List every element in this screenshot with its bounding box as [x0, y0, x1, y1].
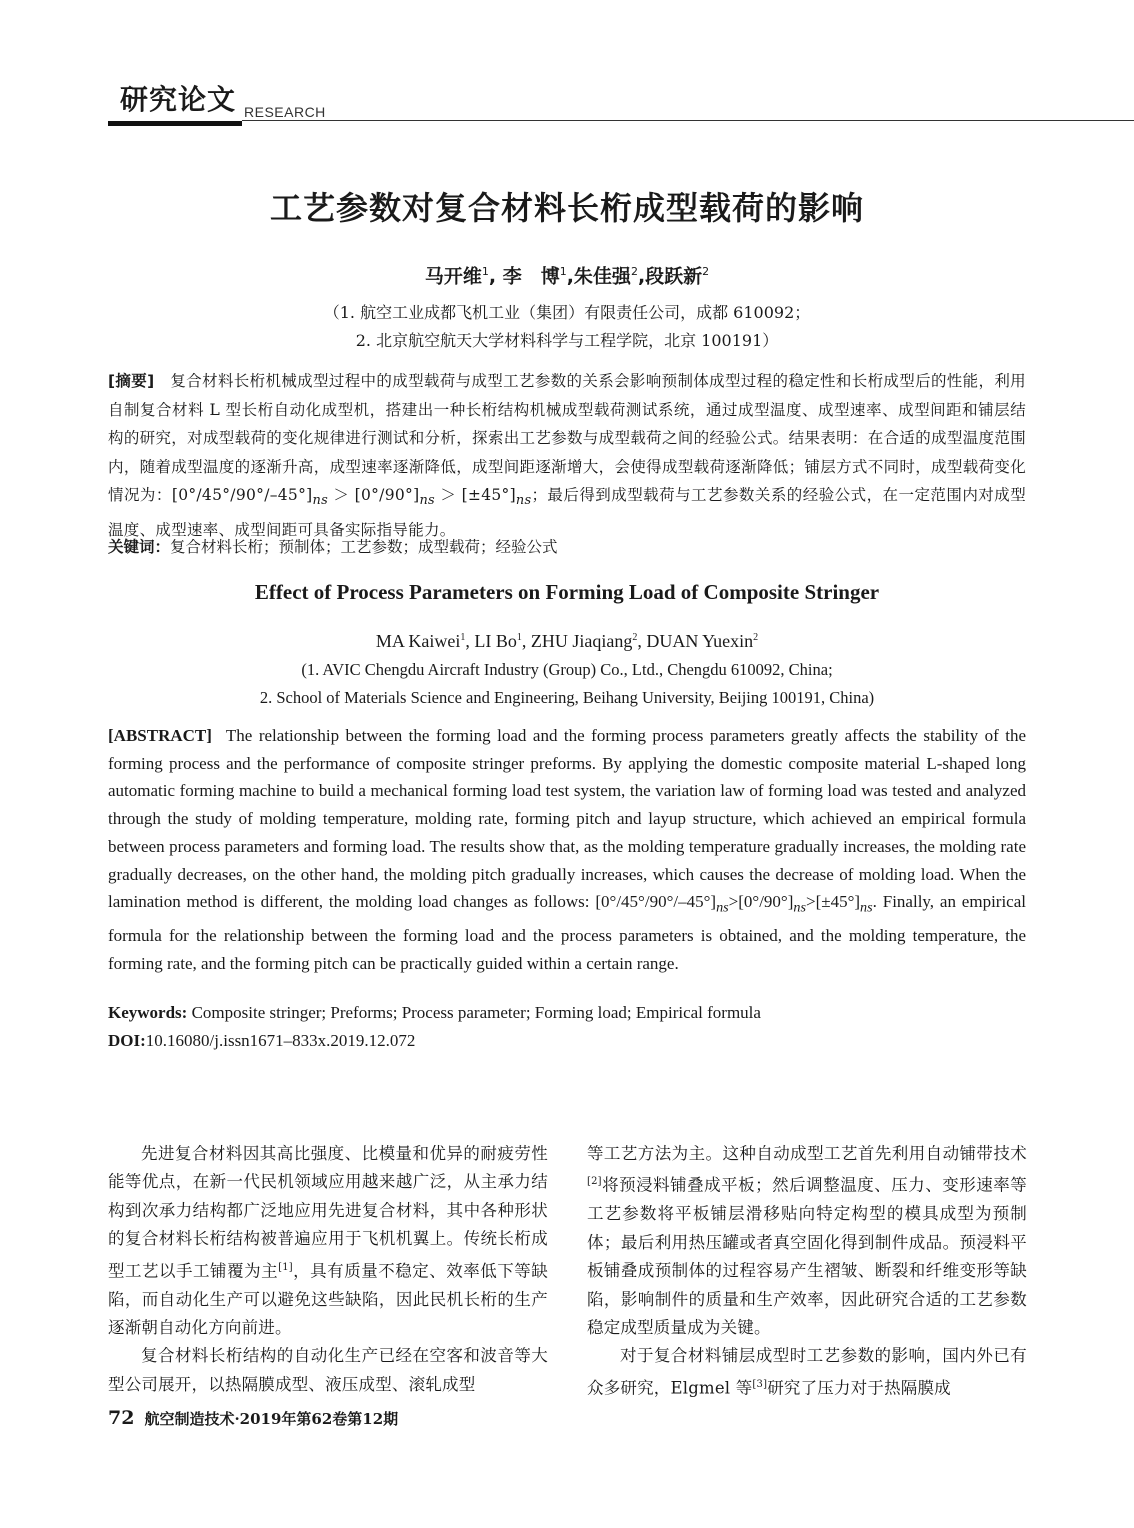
- body-column-left: [108, 1140, 548, 1399]
- body-text: ，具有质量不稳定、效率低下等缺陷，而自动化生产可以避免这些缺陷，因此民机长桁的生产逐渐朝自动化方向前进。: [108, 1261, 548, 1337]
- abstract-label: [摘要]: [108, 372, 155, 390]
- abstract-text-tail: ；最后得到成型载荷与工艺参数关系的经验公式，在一定范围内对成型温度、成型速率、成型间距可具备实际指导能力。: [108, 486, 1026, 539]
- body-paragraph: [108, 1342, 548, 1399]
- header-rule-thick: [108, 121, 242, 126]
- body-column-right: [587, 1140, 1027, 1403]
- formula-layup: [±45°]: [461, 486, 516, 504]
- formula-subscript: ns: [716, 899, 729, 916]
- affiliation: （1. 航空工业成都飞机工业（集团）有限责任公司，成都 610092；: [323, 303, 811, 322]
- formula-subscript: ns: [515, 493, 532, 509]
- header-rule: [242, 120, 1134, 121]
- citation: [3]: [752, 1378, 768, 1390]
- author-name: LI Bo: [474, 631, 517, 651]
- author-affil-mark: 2: [630, 265, 638, 278]
- formula-layup: [±45°]: [815, 892, 861, 912]
- formula-gt: ＞: [328, 486, 355, 504]
- body-paragraph: [587, 1342, 1027, 1402]
- formula-subscript: ns: [312, 493, 329, 509]
- affiliation-en: 2. School of Materials Science and Engineering, Beihang University, Beijing 100191, China): [259, 688, 875, 707]
- body-paragraph: [108, 1140, 548, 1342]
- author-name: 段跃新: [645, 265, 703, 288]
- body-text: 对于复合材料铺层成型时工艺参数的影响，国内外已有众多研究，Elgmel 等: [587, 1346, 1027, 1398]
- body-text: 先进复合材料因其高比强度、比模量和优异的耐疲劳性能等优点，在新一代民机领域应用越来越广泛，从主承力结构到次承力结构都广泛地应用先进复合材料，其中各种形状的复合材料长桁结构被普遍应用于飞机机翼上。传统长桁成型工艺以手工铺覆为主: [108, 1144, 548, 1281]
- author-affil-mark: 2: [753, 632, 759, 643]
- abstract-text-en-tail: . Finally, an empirical formula for the relationship between the forming load and the process parameters is obtained, and the molding temperature, the forming rate, and the forming pitch can be practically guided within a certain range.: [108, 892, 1026, 974]
- abstract-label-en: [ABSTRACT]: [108, 726, 212, 745]
- formula-layup: [0°/45°/90°/–45°]: [595, 892, 717, 912]
- keywords-zh: [108, 534, 1026, 560]
- body-paragraph: [587, 1140, 1027, 1342]
- page-footer: [108, 1406, 398, 1431]
- page-number: 72: [108, 1407, 135, 1429]
- paper-title: 工艺参数对复合材料长桁成型载荷的影响: [269, 189, 864, 227]
- keywords-text: 复合材料长桁；预制体；工艺参数；成型载荷；经验公式: [170, 538, 558, 556]
- formula-gt: ＞: [434, 486, 462, 504]
- body-text: 复合材料长桁结构的自动化生产已经在空客和波音等大型公司展开，以热隔膜成型、液压成型、滚轧成型: [108, 1346, 548, 1394]
- author-affil-mark: 1: [481, 265, 489, 278]
- body-text: 等工艺方法为主。这种自动成型工艺首先利用自动铺带技术: [587, 1144, 1027, 1163]
- author-affil-mark: 2: [632, 632, 638, 643]
- formula-subscript: ns: [860, 899, 873, 916]
- keywords-text-en: Composite stringer; Preforms; Process parameter; Forming load; Empirical formula: [191, 1003, 761, 1022]
- abstract-text: 复合材料长桁机械成型过程中的成型载荷与成型工艺参数的关系会影响预制体成型过程的稳定性和长桁成型后的性能，利用自制复合材料 L 型长桁自动化成型机，搭建出一种长桁结构机械成型载荷测试系统，通过成型温度、成型速率、成型间距和铺层结构的研究，对成型载荷的变化规律进行测试和分析，探索出工艺参数与成型载荷之间的经验公式。结果表明：在合适的成型温度范围内，随着成型温度的逐渐升高，成型速率逐渐降低，成型间距逐渐增大，会使得成型载荷逐渐降低；铺层方式不同时，成型载荷变化情况为：: [108, 372, 1026, 504]
- section-label-en: RESEARCH: [244, 104, 326, 120]
- author-name: 朱佳强: [573, 265, 631, 288]
- formula-subscript: ns: [419, 493, 435, 509]
- paper-title-en: Effect of Process Parameters on Forming Load of Composite Stringer: [254, 580, 880, 604]
- author-list-en: MA Kaiwei$^1$, LI Bo$^1$, ZHU Jiaqiang$^2$, DUAN Yuexin$^2$: [375, 631, 759, 651]
- author-list: 马开维$^1$, 李 博$^1$,朱佳强$^2$,段跃新$^2$: [424, 265, 710, 288]
- abstract-en: [108, 722, 1026, 978]
- formula-gt: >: [728, 892, 739, 912]
- body-text: 研究了压力对于热隔膜成: [767, 1378, 951, 1398]
- keywords-label-en: Keywords:: [108, 1003, 188, 1022]
- section-label: 研究论文: [120, 83, 237, 116]
- author-name: DUAN Yuexin: [646, 631, 754, 651]
- formula-layup: [0°/45°/90°/–45°]: [171, 486, 313, 504]
- abstract-zh: [108, 367, 1026, 544]
- author-name: ZHU Jiaqiang: [530, 631, 633, 651]
- keywords-en: [108, 1000, 1026, 1026]
- affiliation: 2. 北京航空航天大学材料科学与工程学院，北京 100191）: [355, 331, 779, 350]
- body-text: 将预浸料铺叠成平板；然后调整温度、压力、变形速率等工艺参数将平板铺层滑移贴向特定构型的模具成型为预制体；最后利用热压罐或者真空固化得到制件成品。预浸料平板铺叠成预制体的过程容易产生褶皱、断裂和纤维变形等缺陷，影响制件的质量和生产效率，因此研究合适的工艺参数稳定成型质量成为关键。: [587, 1175, 1027, 1337]
- author-name: MA Kaiwei: [375, 631, 461, 651]
- affiliation-en: (1. AVIC Chengdu Aircraft Industry (Group) Co., Ltd., Chengdu 610092, China;: [301, 660, 833, 679]
- author-name: 李 博: [502, 265, 560, 288]
- formula-gt: >: [806, 892, 816, 912]
- keywords-label: 关键词：: [108, 538, 171, 556]
- formula-layup: [0°/90°]: [354, 486, 420, 504]
- author-name: 马开维: [424, 265, 482, 288]
- abstract-text-en: The relationship between the forming load and the forming process parameters greatly affects the stability of the forming process and the performance of composite stringer preforms. By applying the domestic composite material L-shaped long automatic forming machine to build a mechanical forming load test system, the variation law of forming load was tested and analyzed through the study of molding temperature, molding rate, forming pitch and layup structure, which achieved an empirical formula between process parameters and forming load. The results show that, as the molding temperature gradually increases, the molding rate gradually decreases, on the other hand, the molding pitch gradually increases, which causes the decrease of molding load. When the lamination method is different, the molding load changes as follows:: [108, 726, 1026, 912]
- formula-layup: [0°/90°]: [738, 892, 794, 912]
- doi-value: 10.16080/j.issn1671–833x.2019.12.072: [145, 1031, 416, 1050]
- author-affil-mark: 1: [516, 632, 522, 643]
- author-affil-mark: 1: [559, 265, 567, 278]
- doi: [108, 1028, 1026, 1054]
- author-affil-mark: 1: [460, 632, 466, 643]
- author-affil-mark: 2: [702, 265, 710, 278]
- doi-label: DOI:: [108, 1031, 146, 1050]
- citation: [1]: [278, 1261, 293, 1273]
- formula-subscript: ns: [793, 899, 806, 916]
- journal-info: 航空制造技术·2019年第62卷第12期: [144, 1410, 399, 1428]
- citation: [2]: [587, 1176, 602, 1188]
